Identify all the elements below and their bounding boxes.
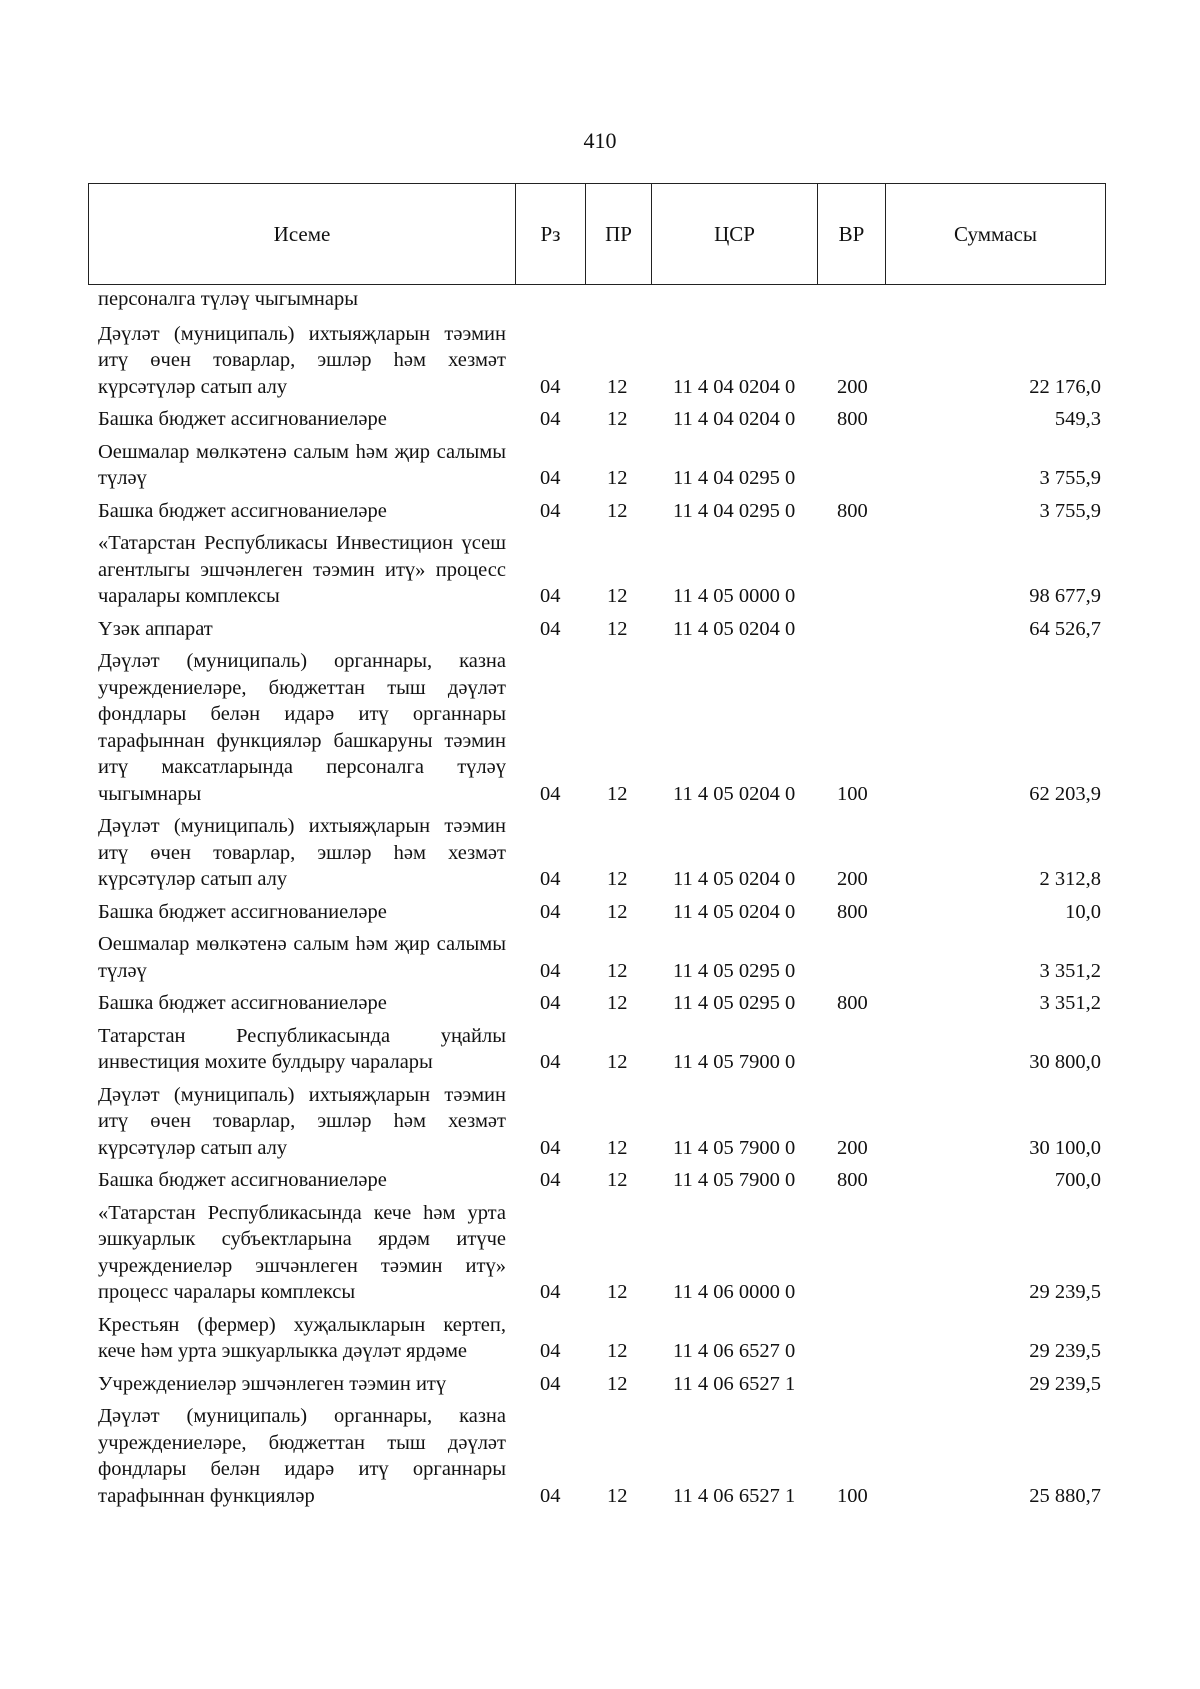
cell-rz: 04 [540,1281,561,1303]
cell-csr: 11 4 05 0204 0 [673,868,796,890]
cell-csr: 11 4 05 0204 0 [673,617,796,640]
column-header-vr: ВР [818,184,886,285]
cell-sum: 3 755,9 [1039,467,1101,489]
cell-vr: 800 [837,900,868,923]
cell-sum: 64 526,7 [1029,617,1101,640]
cell-pr: 12 [607,1484,628,1507]
cell-sum: 62 203,9 [1029,782,1101,805]
cell-rz: 04 [540,1051,561,1073]
column-header-sum: Суммасы [886,184,1106,285]
cell-csr: 11 4 06 6527 0 [673,1340,796,1362]
cell-name: Дәүләт (муниципаль) ихтыяҗларын тәэмин итү өчен товарлар, эшләр һәм хезмәт күрсәтүләр сатып алу [98,815,506,890]
cell-csr: 11 4 06 6527 1 [673,1372,796,1395]
cell-pr: 12 [607,1169,628,1191]
cell-name: Оешмалар мөлкәтенә салым һәм җир салымы түләү [98,933,506,982]
cell-rz: 04 [540,1136,561,1159]
column-header-csr: ЦСР [652,184,818,285]
cell-name: Башка бюджет ассигнованиеләре [98,499,387,522]
cell-vr: 200 [837,375,868,398]
table-row [98,286,1108,313]
cell-rz: 04 [540,585,561,607]
cell-csr: 11 4 06 0000 0 [673,1281,796,1303]
table-row [98,1371,1108,1398]
table-row [98,406,1108,433]
table-row [98,530,1108,610]
cell-sum: 3 351,2 [1039,959,1101,982]
cell-pr: 12 [607,959,628,982]
cell-csr: 11 4 04 0204 0 [673,375,796,398]
cell-name: Татарстан Республикасында уңайлы инвестиция мохите булдыру чаралары [98,1024,506,1073]
cell-vr: 800 [837,992,868,1014]
cell-vr: 800 [837,499,868,522]
cell-rz: 04 [540,782,561,805]
table-row [98,990,1108,1017]
cell-csr: 11 4 05 0000 0 [673,585,796,607]
table-row [98,931,1108,984]
cell-sum: 98 677,9 [1029,585,1101,607]
cell-rz: 04 [540,499,561,522]
cell-rz: 04 [540,1169,561,1191]
cell-csr: 11 4 05 7900 0 [673,1051,796,1073]
table-row [98,1167,1108,1194]
cell-csr: 11 4 06 6527 1 [673,1484,796,1507]
cell-sum: 30 800,0 [1029,1051,1101,1073]
cell-vr: 800 [837,408,868,430]
cell-pr: 12 [607,499,628,522]
cell-sum: 22 176,0 [1029,375,1101,398]
cell-name: Оешмалар мөлкәтенә салым һәм җир салымы түләү [98,440,506,489]
cell-pr: 12 [607,900,628,923]
cell-sum: 549,3 [1054,408,1101,430]
cell-pr: 12 [607,617,628,640]
cell-name: Башка бюджет ассигнованиеләре [98,992,387,1014]
cell-name: Дәүләт (муниципаль) ихтыяҗларын тәэмин итү өчен товарлар, эшләр һәм хезмәт күрсәтүләр сатып алу [98,1083,506,1159]
table-body [98,286,1108,1515]
cell-pr: 12 [607,467,628,489]
cell-csr: 11 4 05 0295 0 [673,992,796,1014]
cell-rz: 04 [540,1372,561,1395]
cell-sum: 29 239,5 [1029,1340,1101,1362]
table-row [98,1200,1108,1306]
cell-name: Башка бюджет ассигнованиеләре [98,1169,387,1191]
table-row [98,1403,1108,1509]
column-header-pr: ПР [586,184,652,285]
cell-pr: 12 [607,375,628,398]
cell-name: Башка бюджет ассигнованиеләре [98,408,387,430]
cell-vr: 200 [837,868,868,890]
table-row [98,813,1108,893]
table-header [88,183,1106,285]
cell-rz: 04 [540,408,561,430]
cell-pr: 12 [607,782,628,805]
cell-sum: 30 100,0 [1029,1136,1101,1159]
table-row [98,648,1108,807]
cell-csr: 11 4 05 0295 0 [673,959,796,982]
table-row [98,1023,1108,1076]
cell-vr: 100 [837,782,868,805]
cell-vr: 200 [837,1136,868,1159]
cell-pr: 12 [607,868,628,890]
table-row [98,498,1108,525]
cell-csr: 11 4 04 0204 0 [673,408,796,430]
cell-sum: 700,0 [1054,1169,1101,1191]
table-row [98,616,1108,643]
cell-rz: 04 [540,900,561,923]
cell-vr: 800 [837,1169,868,1191]
cell-rz: 04 [540,868,561,890]
cell-name: персоналга түләү чыгымнары [98,288,359,310]
column-header-rz: Рз [516,184,586,285]
cell-csr: 11 4 04 0295 0 [673,499,796,522]
cell-pr: 12 [607,1340,628,1362]
page-number: 410 [583,128,617,153]
cell-csr: 11 4 05 0204 0 [673,782,796,805]
cell-rz: 04 [540,617,561,640]
column-header-name: Исеме [89,184,516,285]
table-row [98,899,1108,926]
cell-sum: 3 351,2 [1039,992,1101,1014]
cell-pr: 12 [607,1051,628,1073]
cell-pr: 12 [607,992,628,1014]
cell-rz: 04 [540,1340,561,1362]
cell-rz: 04 [540,992,561,1014]
cell-rz: 04 [540,467,561,489]
cell-csr: 11 4 05 0204 0 [673,900,796,923]
cell-pr: 12 [607,1136,628,1159]
table-row [98,1082,1108,1162]
cell-rz: 04 [540,959,561,982]
cell-sum: 29 239,5 [1029,1281,1101,1303]
cell-name: «Татарстан Республикасында кече һәм урта эшкуарлык субъектларына ярдәм итүче учреждениеләр эшчәнлеген тәэмин итү» процесс чаралары комплексы [98,1201,506,1303]
table-row [98,439,1108,492]
cell-csr: 11 4 04 0295 0 [673,467,796,489]
cell-pr: 12 [607,585,628,607]
cell-name: Крестьян (фермер) хуҗалыкларын кертеп, кече һәм урта эшкуарлыкка дәүләт ярдәме [98,1313,506,1362]
cell-csr: 11 4 05 7900 0 [673,1169,796,1191]
cell-name: Башка бюджет ассигнованиеләре [98,900,387,923]
table-row [98,321,1108,401]
cell-name: «Татарстан Республикасы Инвестицион үсеш агентлыгы эшчәнлеген тәэмин итү» процесс чаралары комплексы [98,532,506,607]
cell-csr: 11 4 05 7900 0 [673,1136,796,1159]
cell-name: Дәүләт (муниципаль) ихтыяҗларын тәэмин итү өчен товарлар, эшләр һәм хезмәт күрсәтүләр сатып алу [98,322,506,398]
cell-name: Учреждениеләр эшчәнлеген тәэмин итү [98,1372,447,1395]
table-row [98,1312,1108,1365]
cell-rz: 04 [540,1484,561,1507]
cell-sum: 29 239,5 [1029,1372,1101,1395]
cell-pr: 12 [607,1281,628,1303]
cell-sum: 2 312,8 [1039,868,1101,890]
cell-sum: 10,0 [1065,900,1101,923]
cell-name: Дәүләт (муниципаль) органнары, казна учреждениеләре, бюджеттан тыш дәүләт фондлары белән идарә итү органнары тарафыннан функцияләр башкаруны тәэмин итү максатларында персоналга түләү чыгымнары [98,650,506,805]
cell-name: Үзәк аппарат [98,617,213,640]
cell-sum: 25 880,7 [1029,1484,1101,1507]
cell-rz: 04 [540,375,561,398]
cell-pr: 12 [607,408,628,430]
cell-pr: 12 [607,1372,628,1395]
cell-name: Дәүләт (муниципаль) органнары, казна учреждениеләре, бюджеттан тыш дәүләт фондлары белән идарә итү органнары тарафыннан функцияләр [98,1405,506,1507]
cell-sum: 3 755,9 [1039,499,1101,522]
cell-vr: 100 [837,1484,868,1507]
